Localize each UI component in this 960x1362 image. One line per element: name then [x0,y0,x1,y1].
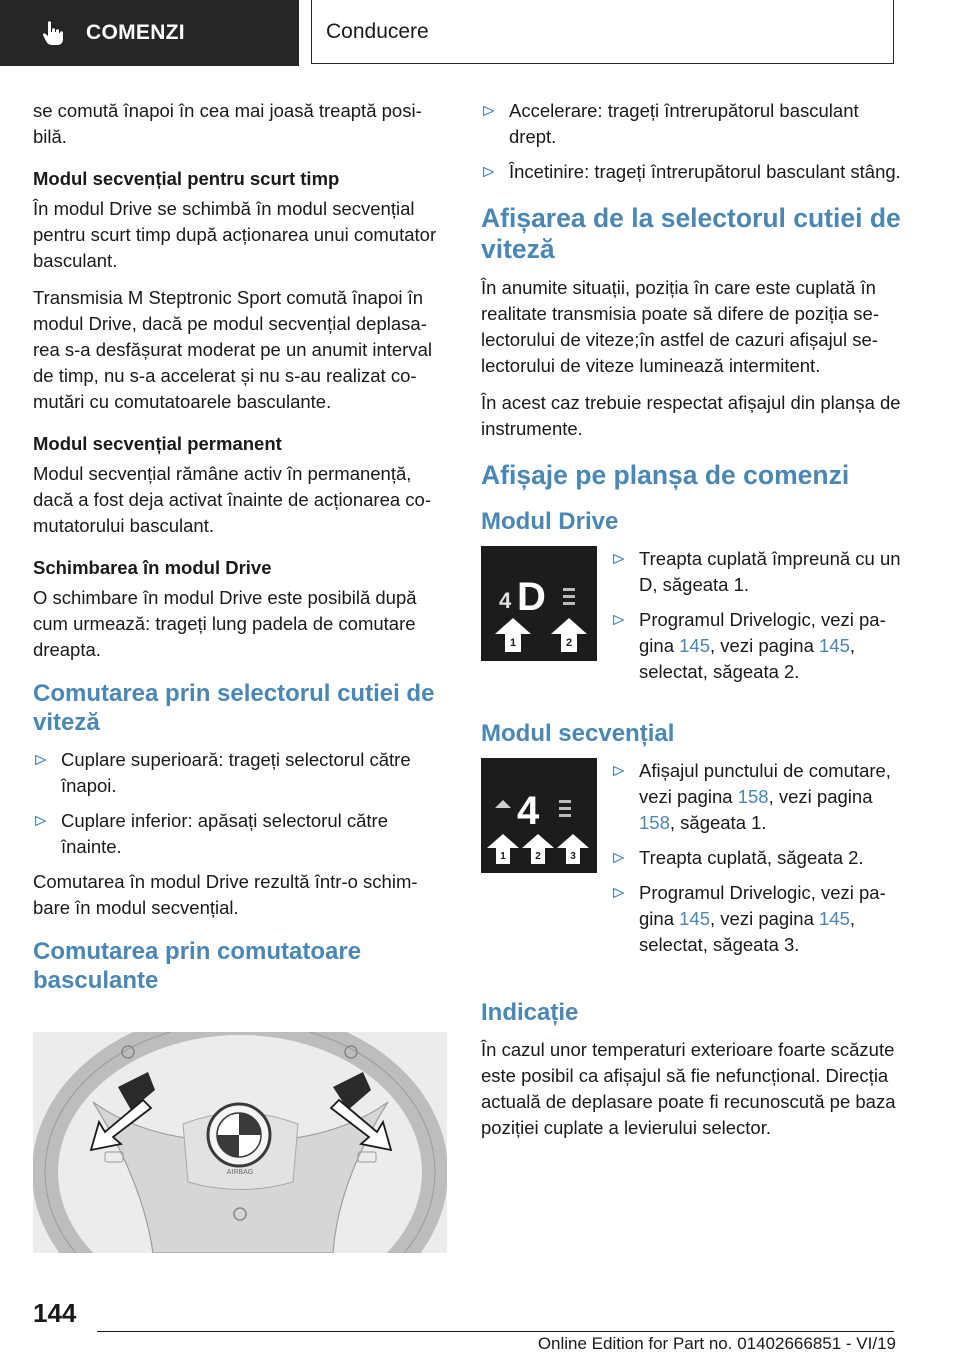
chapter-tab[interactable] [0,0,299,66]
triangle-bullet-icon [483,106,494,116]
triangle-bullet-icon [613,615,624,625]
page-link[interactable]: 158 [639,812,670,833]
paragraph: În modul Drive se schimbă în modul secvențial pentru scurt timp după acționarea unui comutator basculant. [33,198,437,271]
sequential-mode-row [481,758,901,976]
triangle-bullet-icon [613,554,624,564]
heading-note: Indicație [481,999,579,1026]
heading-selector-display: Afișarea de la selectorul cutiei de viteză [481,203,901,264]
list-item: Programul Drivelogic, vezi pagina 145, vezi pagina 145, selectat, săgeata 3. [611,880,901,958]
page-link[interactable]: 145 [819,635,850,656]
chapter-title: COMENZI [86,21,185,44]
list-item: Programul Drivelogic, vezi pagina 145, vezi pagina 145, selectat, săgeata 2. [611,607,901,685]
subheading-change-drive: Schimbarea în modul Drive [33,557,272,578]
paragraph: Modul secvențial rămâne activ în permanență, dacă a fost deja activat înainte de acționarea comutatorului basculant. [33,463,432,536]
triangle-bullet-icon [613,853,624,863]
list-item: Treapta cuplată împreună cu un D, săgeata 1. [611,546,901,598]
sequential-display-drawing [481,758,597,873]
note-paragraph: În cazul unor temperaturi exterioare foarte scăzute este posibil ca afișajul să fie nefuncțional. Direcția actuală de deplasare poate fi recunoscută pe baza poziției cuplate a levierului selector. [481,1039,896,1138]
section-title: Conducere [326,19,429,43]
drive-display-drawing [481,546,597,661]
paragraph: O schimbare în modul Drive este posibilă după cum urmează: trageți lung padela de comutare dreapta. [33,587,417,660]
heading-drive-mode: Modul Drive [481,508,619,535]
drive-mode-list [611,546,901,694]
selector-list [33,747,443,860]
drive-mode-row [481,546,901,703]
paragraph: În anumite situații, poziția în care este cuplată în realitate transmisia poate să difere de poziția selectorului de viteze;în astfel de cazuri afișajul selectorului de viteze luminează intermitent. [481,277,879,376]
drive-mode-display-image [481,546,597,661]
page-header [0,0,960,66]
paragraph: Comutarea în modul Drive rezultă într-o schimbare în modul secvențial. [33,871,418,918]
paragraph: Transmisia M Steptronic Sport comută înapoi în modul Drive, dacă pe modul secvențial deplasarea s-a desfășurat moderat pe un anumit interval de timp, nu s-a accelerat și nu s-au realizat comutări cu comutatoarele basculante. [33,287,432,412]
footer-divider [97,1331,894,1332]
section-tab[interactable] [311,0,894,64]
page-number: 144 [33,1298,77,1328]
heading-panel-displays: Afișaje pe planșa de comenzi [481,460,850,490]
page-link[interactable]: 145 [679,635,710,656]
svg-text:1: 1 [500,851,506,862]
triangle-bullet-icon [613,888,624,898]
list-item: Treapta cuplată, săgeata 2. [611,845,901,871]
sequential-mode-display-image [481,758,597,873]
heading-selector-shift: Comutarea prin selectorul cutiei de viteză [33,680,435,736]
svg-text:D: D [517,575,546,619]
page-link[interactable]: 145 [819,908,850,929]
subheading-permanent-sequential: Modul secvențial permanent [33,433,282,454]
heading-sequential-mode: Modul secvențial [481,720,675,747]
paragraph: În acest caz trebuie respectat afișajul din planșa de instrumente. [481,392,901,439]
left-column [33,98,443,1005]
triangle-bullet-icon [35,755,46,765]
list-item: Accelerare: trageți întrerupătorul basculant drept. [481,98,901,150]
subheading-short-sequential: Modul secvențial pentru scurt timp [33,168,340,189]
triangle-bullet-icon [483,167,494,177]
list-item: Cuplare superioară: trageți selectorul către înapoi. [33,747,443,799]
page-link[interactable]: 158 [737,786,769,807]
list-item: Încetinire: trageți întrerupătorul basculant stâng. [481,159,901,185]
airbag-label: AIRBAG [226,1169,254,1176]
list-item: Cuplare inferior: apăsați selectorul către înainte. [33,808,443,860]
heading-paddle-shift: Comutarea prin comutatoare basculante [33,938,362,994]
svg-text:2: 2 [535,851,541,862]
steering-wheel-illustration [33,1032,447,1253]
svg-text:4: 4 [517,789,540,833]
intro-paragraph: se comută înapoi în cea mai joasă treaptă posibilă. [33,100,422,147]
paddle-list [481,98,901,185]
svg-text:2: 2 [565,637,573,649]
right-column [481,98,901,1152]
svg-text:4: 4 [499,588,512,613]
svg-text:1: 1 [509,637,517,649]
steering-wheel-drawing [33,1032,447,1253]
sequential-mode-list [611,758,901,967]
svg-text:3: 3 [570,851,576,862]
triangle-bullet-icon [35,816,46,826]
list-item: Afișajul punctului de comutare, vezi pagina 158, vezi pagina 158, săgeata 1. [611,758,901,836]
triangle-bullet-icon [613,766,624,776]
edition-info: Online Edition for Part no. 01402666851 - VI/19 [537,1334,896,1353]
hand-pointer-icon [42,20,64,46]
page-link[interactable]: 145 [679,908,710,929]
